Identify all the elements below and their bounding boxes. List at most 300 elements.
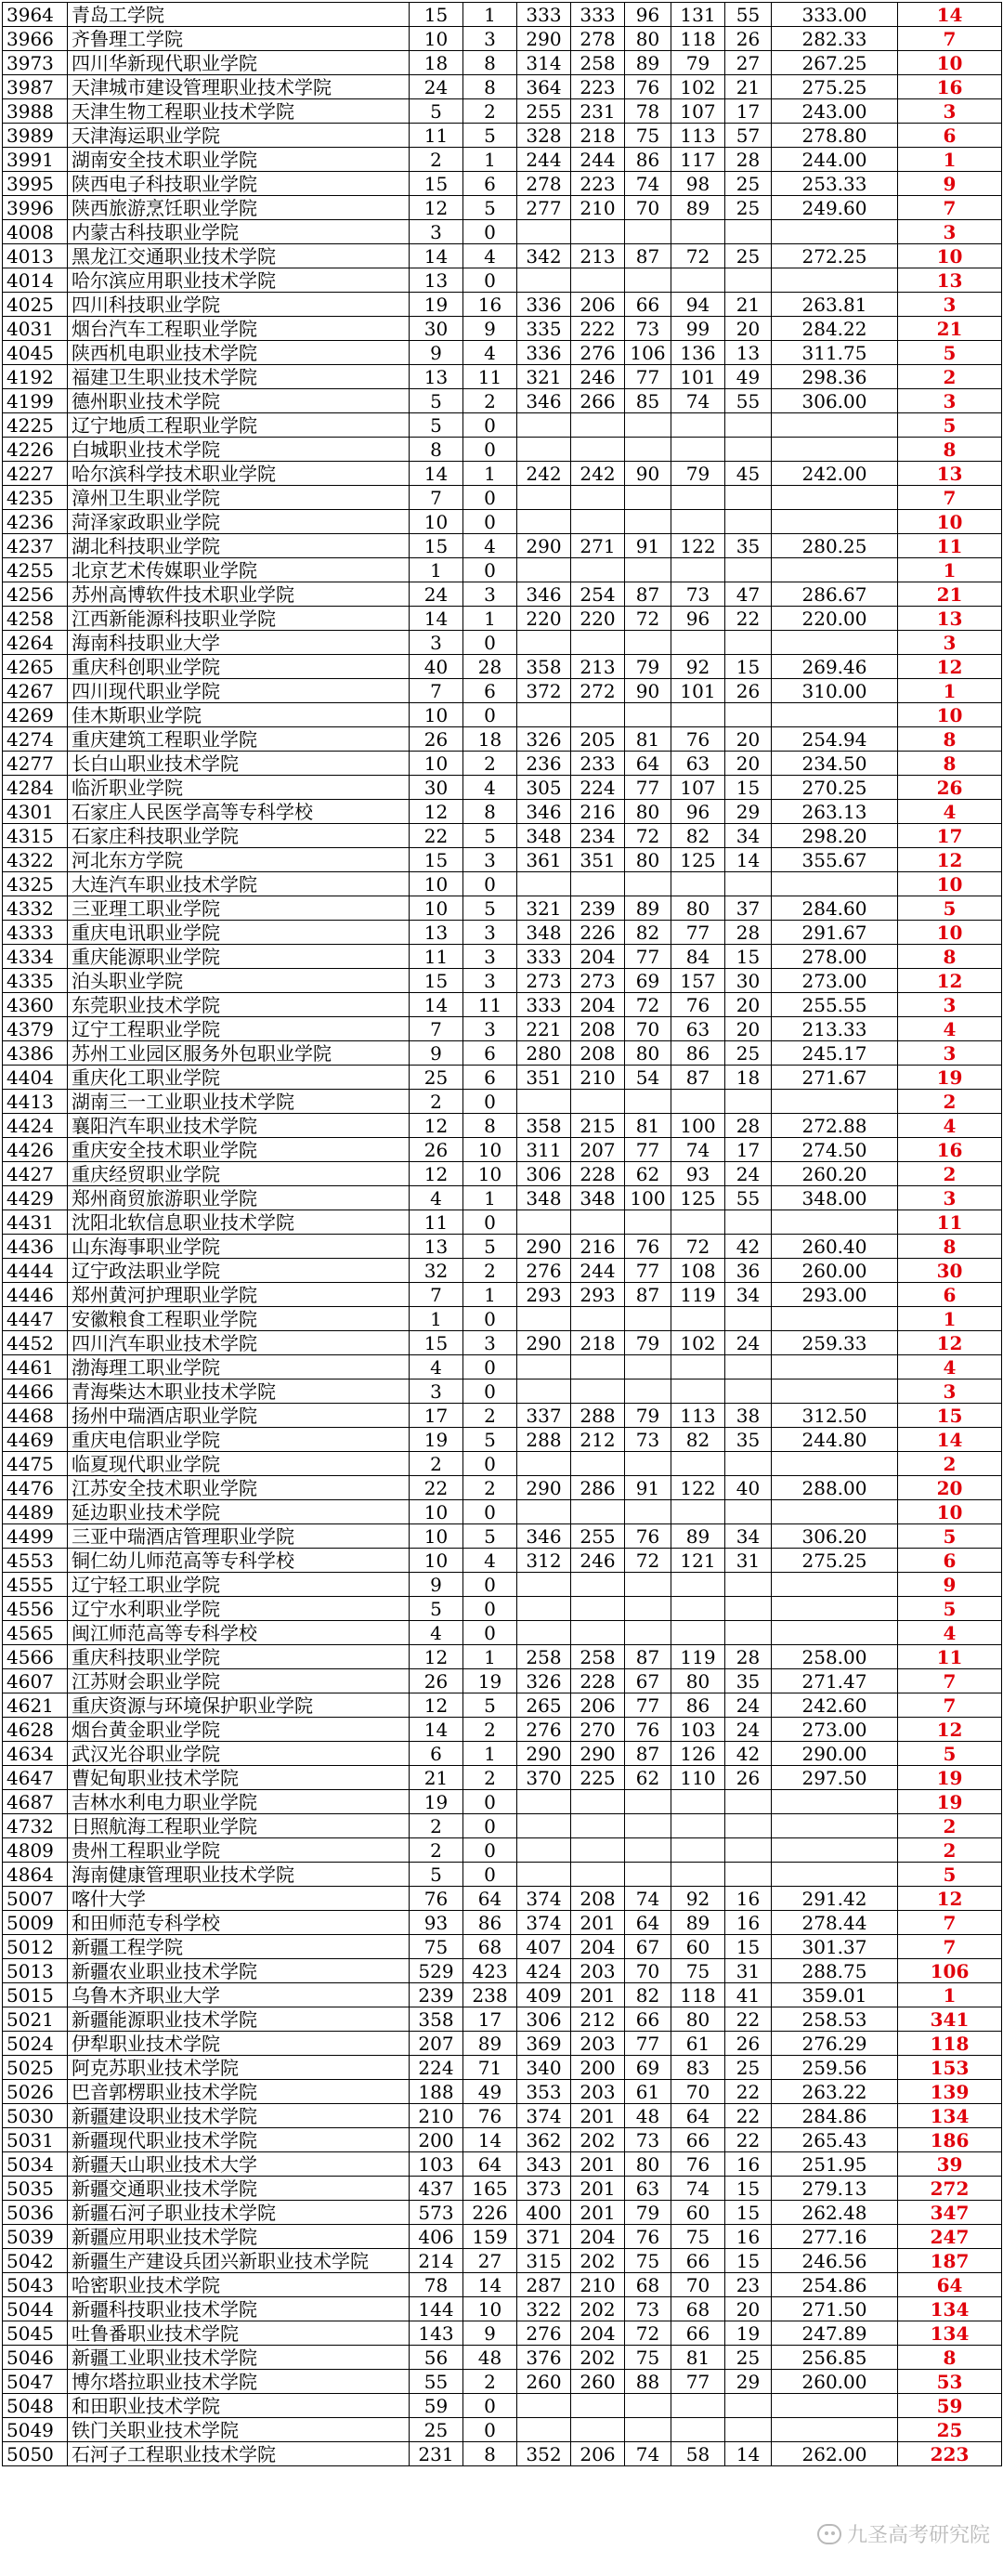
english-score-cell: 20 <box>725 727 772 752</box>
table-row <box>3 872 1002 896</box>
math-score-cell <box>671 558 725 582</box>
remaining-plan-cell: 272 <box>898 2177 1002 2201</box>
remaining-plan-cell: 10 <box>898 51 1002 75</box>
min-score-cell: 200 <box>571 2056 625 2080</box>
chinese-score-cell: 72 <box>625 607 671 631</box>
english-score-cell <box>725 872 772 896</box>
remaining-plan-cell: 3 <box>898 1186 1002 1210</box>
remaining-plan-cell: 3 <box>898 1041 1002 1066</box>
table-row <box>3 438 1002 462</box>
table-row <box>3 244 1002 268</box>
plan-count-cell: 7 <box>410 679 463 703</box>
school-code-cell: 4192 <box>3 365 68 389</box>
math-score-cell: 93 <box>671 1162 725 1186</box>
remaining-plan-cell: 11 <box>898 1645 1002 1669</box>
english-score-cell: 47 <box>725 582 772 607</box>
chinese-score-cell: 80 <box>625 2152 671 2177</box>
remaining-plan-cell: 134 <box>898 2297 1002 2321</box>
school-name-cell: 德州职业技术学院 <box>68 389 410 413</box>
average-score-cell: 263.22 <box>772 2080 898 2104</box>
remaining-plan-cell: 10 <box>898 1500 1002 1524</box>
remaining-plan-cell: 2 <box>898 1090 1002 1114</box>
school-name-cell: 重庆建筑工程职业学院 <box>68 727 410 752</box>
plan-count-cell: 59 <box>410 2394 463 2418</box>
chinese-score-cell <box>625 1090 671 1114</box>
school-code-cell: 5036 <box>3 2201 68 2225</box>
remaining-plan-cell: 7 <box>898 1693 1002 1718</box>
max-score-cell: 260 <box>517 2370 571 2394</box>
average-score-cell: 260.00 <box>772 1259 898 1283</box>
average-score-cell: 284.22 <box>772 317 898 341</box>
table-row <box>3 1017 1002 1041</box>
school-name-cell: 天津生物工程职业技术学院 <box>68 99 410 124</box>
math-score-cell: 110 <box>671 1766 725 1790</box>
average-score-cell: 277.16 <box>772 2225 898 2249</box>
chinese-score-cell: 70 <box>625 1017 671 1041</box>
min-score-cell: 205 <box>571 727 625 752</box>
remaining-plan-cell: 247 <box>898 2225 1002 2249</box>
remaining-plan-cell: 223 <box>898 2442 1002 2466</box>
math-score-cell: 68 <box>671 2297 725 2321</box>
school-code-cell: 4444 <box>3 1259 68 1283</box>
school-name-cell: 新疆现代职业技术学院 <box>68 2128 410 2152</box>
plan-count-cell: 2 <box>410 148 463 172</box>
max-score-cell: 290 <box>517 1331 571 1355</box>
remaining-plan-cell: 4 <box>898 800 1002 824</box>
min-score-cell: 233 <box>571 752 625 776</box>
table-row <box>3 317 1002 341</box>
math-score-cell: 80 <box>671 896 725 921</box>
math-score-cell: 80 <box>671 1669 725 1693</box>
remaining-plan-cell: 13 <box>898 268 1002 293</box>
chinese-score-cell <box>625 1790 671 1814</box>
chinese-score-cell: 75 <box>625 124 671 148</box>
english-score-cell <box>725 2418 772 2442</box>
chinese-score-cell: 76 <box>625 1235 671 1259</box>
min-score-cell: 286 <box>571 1476 625 1500</box>
enrolled-count-cell: 2 <box>463 1718 517 1742</box>
plan-count-cell: 26 <box>410 727 463 752</box>
school-code-cell: 4225 <box>3 413 68 438</box>
english-score-cell: 28 <box>725 148 772 172</box>
school-code-cell: 4687 <box>3 1790 68 1814</box>
plan-count-cell: 40 <box>410 655 463 679</box>
english-score-cell: 15 <box>725 945 772 969</box>
english-score-cell <box>725 1452 772 1476</box>
plan-count-cell: 5 <box>410 413 463 438</box>
average-score-cell: 259.56 <box>772 2056 898 2080</box>
max-score-cell: 373 <box>517 2177 571 2201</box>
math-score-cell <box>671 1090 725 1114</box>
average-score-cell: 258.00 <box>772 1645 898 1669</box>
min-score-cell: 207 <box>571 1138 625 1162</box>
min-score-cell: 216 <box>571 1235 625 1259</box>
plan-count-cell: 10 <box>410 27 463 51</box>
min-score-cell: 270 <box>571 1718 625 1742</box>
plan-count-cell: 529 <box>410 1959 463 1983</box>
enrolled-count-cell: 1 <box>463 3 517 27</box>
plan-count-cell: 17 <box>410 1404 463 1428</box>
enrolled-count-cell: 6 <box>463 172 517 196</box>
enrolled-count-cell: 1 <box>463 1742 517 1766</box>
enrolled-count-cell: 6 <box>463 1041 517 1066</box>
school-code-cell: 4013 <box>3 244 68 268</box>
english-score-cell: 25 <box>725 244 772 268</box>
english-score-cell: 16 <box>725 1911 772 1935</box>
average-score-cell <box>772 1307 898 1331</box>
table-row <box>3 1404 1002 1428</box>
english-score-cell: 14 <box>725 2442 772 2466</box>
chinese-score-cell: 74 <box>625 1887 671 1911</box>
english-score-cell: 42 <box>725 1742 772 1766</box>
min-score-cell: 204 <box>571 945 625 969</box>
max-score-cell <box>517 268 571 293</box>
remaining-plan-cell: 1 <box>898 148 1002 172</box>
chinese-score-cell <box>625 1307 671 1331</box>
min-score-cell: 203 <box>571 2080 625 2104</box>
english-score-cell: 25 <box>725 1041 772 1066</box>
math-score-cell: 101 <box>671 679 725 703</box>
remaining-plan-cell: 8 <box>898 752 1002 776</box>
school-code-cell: 4607 <box>3 1669 68 1693</box>
chinese-score-cell: 79 <box>625 655 671 679</box>
min-score-cell: 202 <box>571 2128 625 2152</box>
average-score-cell <box>772 486 898 510</box>
remaining-plan-cell: 10 <box>898 703 1002 727</box>
plan-count-cell: 75 <box>410 1935 463 1959</box>
english-score-cell <box>725 703 772 727</box>
plan-count-cell: 21 <box>410 1766 463 1790</box>
min-score-cell: 204 <box>571 2321 625 2346</box>
enrolled-count-cell: 1 <box>463 1645 517 1669</box>
table-row <box>3 945 1002 969</box>
remaining-plan-cell: 12 <box>898 1718 1002 1742</box>
remaining-plan-cell: 26 <box>898 776 1002 800</box>
math-score-cell: 107 <box>671 776 725 800</box>
enrolled-count-cell: 3 <box>463 848 517 872</box>
max-score-cell: 314 <box>517 51 571 75</box>
min-score-cell <box>571 703 625 727</box>
school-name-cell: 江西新能源科技职业学院 <box>68 607 410 631</box>
math-score-cell: 66 <box>671 2321 725 2346</box>
enrolled-count-cell: 4 <box>463 776 517 800</box>
max-score-cell <box>517 438 571 462</box>
school-code-cell: 4284 <box>3 776 68 800</box>
min-score-cell <box>571 1307 625 1331</box>
min-score-cell: 272 <box>571 679 625 703</box>
school-name-cell: 和田职业技术学院 <box>68 2394 410 2418</box>
chinese-score-cell: 78 <box>625 99 671 124</box>
average-score-cell <box>772 872 898 896</box>
school-code-cell: 4255 <box>3 558 68 582</box>
max-score-cell: 336 <box>517 293 571 317</box>
school-name-cell: 漳州卫生职业学院 <box>68 486 410 510</box>
average-score-cell: 242.60 <box>772 1693 898 1718</box>
school-name-cell: 青岛工学院 <box>68 3 410 27</box>
table-row <box>3 1524 1002 1549</box>
chinese-score-cell <box>625 1814 671 1838</box>
table-row <box>3 1380 1002 1404</box>
school-name-cell: 石河子工程职业技术学院 <box>68 2442 410 2466</box>
plan-count-cell: 10 <box>410 872 463 896</box>
chinese-score-cell: 70 <box>625 196 671 220</box>
enrolled-count-cell: 76 <box>463 2104 517 2128</box>
chinese-score-cell: 87 <box>625 1283 671 1307</box>
average-score-cell: 270.25 <box>772 776 898 800</box>
math-score-cell: 118 <box>671 1983 725 2007</box>
math-score-cell <box>671 413 725 438</box>
min-score-cell: 212 <box>571 2007 625 2032</box>
school-code-cell: 4237 <box>3 534 68 558</box>
min-score-cell <box>571 486 625 510</box>
english-score-cell: 25 <box>725 2346 772 2370</box>
table-row <box>3 293 1002 317</box>
remaining-plan-cell: 14 <box>898 1428 1002 1452</box>
average-score-cell: 271.47 <box>772 1669 898 1693</box>
watermark <box>817 2519 990 2548</box>
school-name-cell: 黑龙江交通职业技术学院 <box>68 244 410 268</box>
chinese-score-cell: 76 <box>625 2225 671 2249</box>
chinese-score-cell: 68 <box>625 2273 671 2297</box>
enrolled-count-cell: 159 <box>463 2225 517 2249</box>
english-score-cell: 41 <box>725 1983 772 2007</box>
max-score-cell: 306 <box>517 2007 571 2032</box>
min-score-cell: 206 <box>571 2442 625 2466</box>
min-score-cell: 239 <box>571 896 625 921</box>
table-row <box>3 921 1002 945</box>
english-score-cell <box>725 510 772 534</box>
school-code-cell: 4436 <box>3 1235 68 1259</box>
max-score-cell: 369 <box>517 2032 571 2056</box>
english-score-cell: 26 <box>725 27 772 51</box>
english-score-cell <box>725 1597 772 1621</box>
min-score-cell: 223 <box>571 172 625 196</box>
average-score-cell: 243.00 <box>772 99 898 124</box>
plan-count-cell: 9 <box>410 341 463 365</box>
math-score-cell: 126 <box>671 1742 725 1766</box>
math-score-cell: 66 <box>671 2128 725 2152</box>
chinese-score-cell <box>625 2418 671 2442</box>
remaining-plan-cell: 25 <box>898 2418 1002 2442</box>
plan-count-cell: 19 <box>410 293 463 317</box>
table-row <box>3 993 1002 1017</box>
max-score-cell: 371 <box>517 2225 571 2249</box>
school-name-cell: 湖南安全技术职业学院 <box>68 148 410 172</box>
school-code-cell: 4264 <box>3 631 68 655</box>
english-score-cell: 24 <box>725 1693 772 1718</box>
chinese-score-cell: 74 <box>625 2442 671 2466</box>
math-score-cell: 83 <box>671 2056 725 2080</box>
chinese-score-cell: 87 <box>625 244 671 268</box>
math-score-cell: 61 <box>671 2032 725 2056</box>
math-score-cell <box>671 1380 725 1404</box>
enrolled-count-cell: 5 <box>463 824 517 848</box>
remaining-plan-cell: 12 <box>898 848 1002 872</box>
remaining-plan-cell: 9 <box>898 172 1002 196</box>
min-score-cell <box>571 1863 625 1887</box>
school-code-cell: 5009 <box>3 1911 68 1935</box>
max-score-cell: 244 <box>517 148 571 172</box>
max-score-cell: 407 <box>517 1935 571 1959</box>
average-score-cell: 275.25 <box>772 75 898 99</box>
school-code-cell: 4333 <box>3 921 68 945</box>
remaining-plan-cell: 5 <box>898 1863 1002 1887</box>
chinese-score-cell <box>625 1452 671 1476</box>
plan-count-cell: 10 <box>410 1524 463 1549</box>
table-row <box>3 1621 1002 1645</box>
math-score-cell <box>671 1210 725 1235</box>
english-score-cell: 23 <box>725 2273 772 2297</box>
average-score-cell: 265.43 <box>772 2128 898 2152</box>
average-score-cell: 246.56 <box>772 2249 898 2273</box>
school-code-cell: 4466 <box>3 1380 68 1404</box>
max-score-cell: 424 <box>517 1959 571 1983</box>
english-score-cell: 40 <box>725 1476 772 1500</box>
table-row <box>3 75 1002 99</box>
remaining-plan-cell: 12 <box>898 969 1002 993</box>
math-score-cell: 96 <box>671 800 725 824</box>
enrolled-count-cell: 0 <box>463 1452 517 1476</box>
chinese-score-cell: 80 <box>625 1041 671 1066</box>
school-name-cell: 贵州工程职业学院 <box>68 1838 410 1863</box>
chinese-score-cell <box>625 1380 671 1404</box>
min-score-cell: 208 <box>571 1887 625 1911</box>
table-row <box>3 1766 1002 1790</box>
enrolled-count-cell: 3 <box>463 27 517 51</box>
min-score-cell: 210 <box>571 1066 625 1090</box>
english-score-cell <box>725 631 772 655</box>
school-name-cell: 巴音郭楞职业技术学院 <box>68 2080 410 2104</box>
remaining-plan-cell: 16 <box>898 75 1002 99</box>
school-code-cell: 4404 <box>3 1066 68 1090</box>
chinese-score-cell <box>625 1210 671 1235</box>
max-score-cell <box>517 558 571 582</box>
table-row <box>3 558 1002 582</box>
english-score-cell <box>725 1355 772 1380</box>
plan-count-cell: 12 <box>410 1114 463 1138</box>
school-name-cell: 河北东方学院 <box>68 848 410 872</box>
plan-count-cell: 25 <box>410 2418 463 2442</box>
plan-count-cell: 78 <box>410 2273 463 2297</box>
max-score-cell <box>517 872 571 896</box>
max-score-cell: 374 <box>517 1911 571 1935</box>
plan-count-cell: 15 <box>410 534 463 558</box>
math-score-cell <box>671 510 725 534</box>
english-score-cell <box>725 220 772 244</box>
min-score-cell: 218 <box>571 1331 625 1355</box>
average-score-cell <box>772 1838 898 1863</box>
chinese-score-cell: 82 <box>625 1983 671 2007</box>
chinese-score-cell: 80 <box>625 848 671 872</box>
max-score-cell: 276 <box>517 1718 571 1742</box>
school-name-cell: 和田师范专科学校 <box>68 1911 410 1935</box>
remaining-plan-cell: 12 <box>898 1887 1002 1911</box>
average-score-cell: 244.80 <box>772 1428 898 1452</box>
min-score-cell <box>571 631 625 655</box>
table-row <box>3 2370 1002 2394</box>
math-score-cell: 102 <box>671 75 725 99</box>
math-score-cell: 63 <box>671 1017 725 1041</box>
school-code-cell: 4334 <box>3 945 68 969</box>
min-score-cell <box>571 1790 625 1814</box>
table-row <box>3 462 1002 486</box>
math-score-cell: 86 <box>671 1693 725 1718</box>
average-score-cell: 312.50 <box>772 1404 898 1428</box>
school-code-cell: 4379 <box>3 1017 68 1041</box>
average-score-cell: 284.86 <box>772 2104 898 2128</box>
remaining-plan-cell: 64 <box>898 2273 1002 2297</box>
remaining-plan-cell: 2 <box>898 1452 1002 1476</box>
table-row <box>3 1210 1002 1235</box>
plan-count-cell: 30 <box>410 317 463 341</box>
average-score-cell: 284.60 <box>772 896 898 921</box>
max-score-cell: 353 <box>517 2080 571 2104</box>
plan-count-cell: 93 <box>410 1911 463 1935</box>
school-name-cell: 吐鲁番职业技术学院 <box>68 2321 410 2346</box>
table-row <box>3 268 1002 293</box>
plan-count-cell: 26 <box>410 1669 463 1693</box>
school-name-cell: 新疆科技职业技术学院 <box>68 2297 410 2321</box>
math-score-cell: 101 <box>671 365 725 389</box>
school-code-cell: 4469 <box>3 1428 68 1452</box>
average-score-cell: 253.33 <box>772 172 898 196</box>
school-code-cell: 5045 <box>3 2321 68 2346</box>
max-score-cell: 306 <box>517 1162 571 1186</box>
min-score-cell: 203 <box>571 2032 625 2056</box>
max-score-cell <box>517 703 571 727</box>
english-score-cell: 18 <box>725 1066 772 1090</box>
english-score-cell <box>725 1210 772 1235</box>
school-code-cell: 4427 <box>3 1162 68 1186</box>
enrolled-count-cell: 0 <box>463 558 517 582</box>
school-code-cell: 5048 <box>3 2394 68 2418</box>
average-score-cell <box>772 1621 898 1645</box>
math-score-cell <box>671 1814 725 1838</box>
school-code-cell: 5047 <box>3 2370 68 2394</box>
chinese-score-cell: 90 <box>625 679 671 703</box>
min-score-cell: 216 <box>571 800 625 824</box>
remaining-plan-cell: 5 <box>898 896 1002 921</box>
math-score-cell: 73 <box>671 582 725 607</box>
enrolled-count-cell: 4 <box>463 1549 517 1573</box>
chinese-score-cell <box>625 2394 671 2418</box>
enrolled-count-cell: 5 <box>463 1693 517 1718</box>
english-score-cell <box>725 1790 772 1814</box>
plan-count-cell: 15 <box>410 3 463 27</box>
average-score-cell <box>772 510 898 534</box>
math-score-cell <box>671 1355 725 1380</box>
enrolled-count-cell: 0 <box>463 438 517 462</box>
remaining-plan-cell: 12 <box>898 655 1002 679</box>
average-score-cell: 262.00 <box>772 2442 898 2466</box>
max-score-cell: 255 <box>517 99 571 124</box>
table-row <box>3 2249 1002 2273</box>
table-row <box>3 1863 1002 1887</box>
math-score-cell: 77 <box>671 921 725 945</box>
school-code-cell: 3966 <box>3 27 68 51</box>
remaining-plan-cell: 12 <box>898 1331 1002 1355</box>
school-code-cell: 4025 <box>3 293 68 317</box>
min-score-cell <box>571 220 625 244</box>
table-row <box>3 1983 1002 2007</box>
max-score-cell: 278 <box>517 172 571 196</box>
min-score-cell <box>571 1597 625 1621</box>
min-score-cell <box>571 1090 625 1114</box>
chinese-score-cell: 74 <box>625 172 671 196</box>
school-code-cell: 5050 <box>3 2442 68 2466</box>
plan-count-cell: 7 <box>410 1017 463 1041</box>
table-row <box>3 582 1002 607</box>
